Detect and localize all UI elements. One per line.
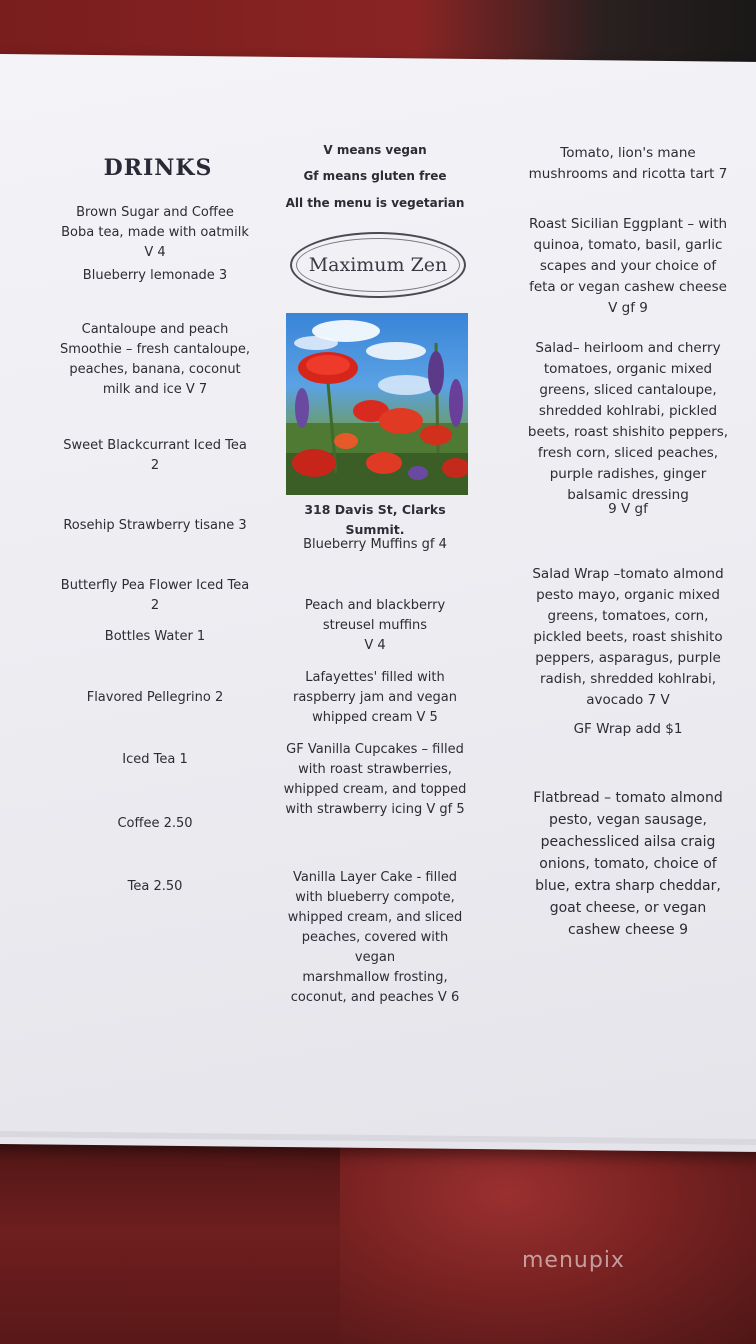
bakery-item: Vanilla Layer Cake - filled with blueberry compote, whipped cream, and sliced peaches, covered with vegan marshmallow frosting, coconut, and peaches V 6 — [287, 870, 463, 1005]
drink-item: Brown Sugar and Coffee Boba tea, made with oatmilk V 4 — [61, 205, 249, 260]
main-item: Flatbread – tomato almond pesto, vegan sausage, peachessliced ailsa craig onions, tomato, choice of blue, extra sharp cheddar, goat cheese, or vegan cashew cheese 9 — [533, 790, 723, 938]
main-item: GF Wrap add $1 — [573, 721, 683, 737]
main-item: Tomato, lion's mane mushrooms and ricotta tart 7 — [528, 145, 728, 182]
legend-vegetarian: All the menu is vegetarian — [285, 196, 465, 210]
watermark: menupix — [522, 1248, 625, 1273]
drink-item: Tea 2.50 — [127, 879, 183, 894]
legend-gluten-free: Gf means gluten free — [303, 169, 447, 183]
drink-item: Rosehip Strawberry tisane 3 — [63, 518, 247, 533]
main-item: Roast Sicilian Eggplant – with quinoa, tomato, basil, garlic scapes and your choice of feta or vegan cashew cheese V gf 9 — [528, 216, 728, 316]
drink-item: Flavored Pellegrino 2 — [86, 690, 224, 705]
logo-inner-ring — [296, 238, 460, 292]
address: 318 Davis St, Clarks Summit. — [304, 502, 446, 537]
drink-item: Cantaloupe and peach Smoothie – fresh cantaloupe, peaches, banana, coconut milk and ice V 7 — [60, 322, 250, 397]
drink-item: Iced Tea 1 — [122, 752, 188, 767]
drink-item: Blueberry lemonade 3 — [82, 268, 228, 283]
logo-text: Maximum Zen — [308, 254, 448, 276]
main-item: Salad Wrap –tomato almond pesto mayo, organic mixed greens, tomatoes, corn, pickled beets, roast shishito peppers, asparagus, purple radish, shredded kohlrabi, avocado 7 V — [532, 566, 724, 708]
drink-item: Bottles Water 1 — [104, 629, 206, 644]
bakery-item: GF Vanilla Cupcakes – filled with roast strawberries, whipped cream, and topped with strawberry icing V gf 5 — [283, 742, 467, 817]
drink-item: Sweet Blackcurrant Iced Tea 2 — [63, 438, 247, 473]
brand-logo — [290, 232, 466, 298]
bakery-item: Lafayettes' filled with raspberry jam and vegan whipped cream V 5 — [293, 670, 457, 725]
drink-item: Coffee 2.50 — [117, 816, 193, 831]
poppy-illustration — [286, 313, 468, 495]
bakery-item: Blueberry Muffins gf 4 — [303, 537, 447, 552]
drink-item: Butterfly Pea Flower Iced Tea 2 — [60, 578, 250, 613]
legend-vegan: V means vegan — [323, 143, 427, 157]
background-chair — [340, 1130, 756, 1344]
poppy-field-photo — [286, 313, 468, 495]
bakery-item: Peach and blackberry streusel muffins V 4 — [304, 598, 446, 653]
drinks-heading: DRINKS — [103, 155, 213, 181]
main-item: Salad– heirloom and cherry tomatoes, organic mixed greens, sliced cantaloupe, shredded kohlrabi, pickled beets, roast shishito peppers, fresh corn, sliced peaches, purple radishes, ginger balsamic dressing — [527, 340, 729, 503]
main-item: 9 V gf — [608, 501, 648, 517]
